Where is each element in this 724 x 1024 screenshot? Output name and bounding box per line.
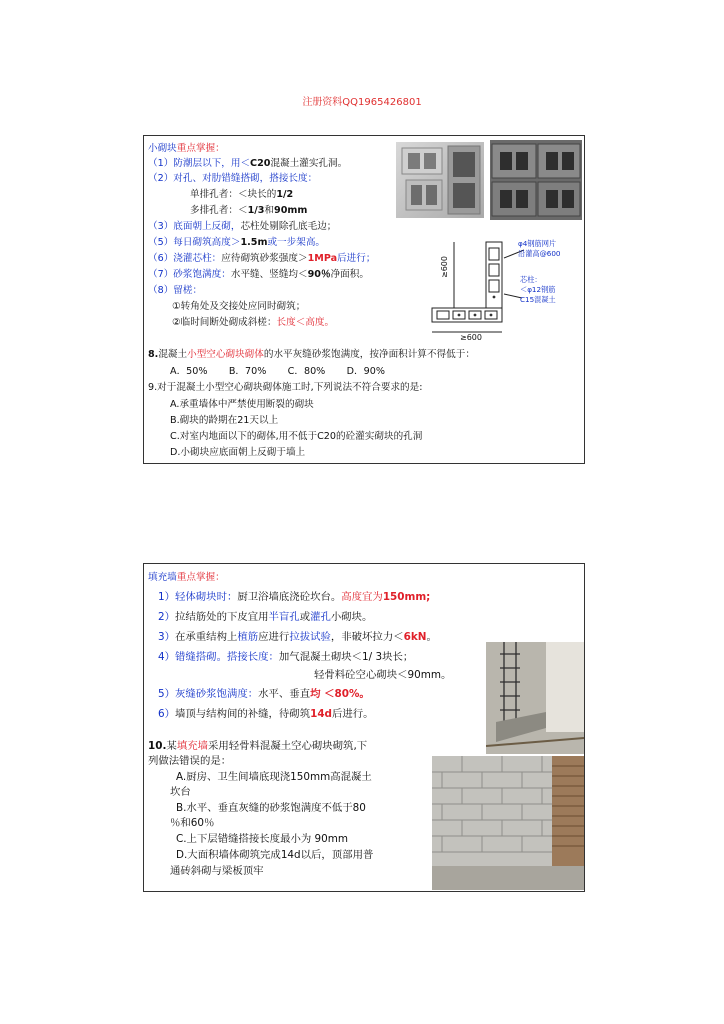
rule-text: 错缝搭砌。搭接长度： xyxy=(175,651,279,663)
question-8-options: A．50% B．70% C．80% D．90% xyxy=(170,366,385,377)
rule-value: C20 xyxy=(250,158,271,169)
horizontal-dimension-label: ≥600 xyxy=(460,333,482,342)
corner-core-column-diagram xyxy=(394,222,582,342)
rule-text: ，非破坏拉力＜ xyxy=(330,631,404,643)
rule-num: （6） xyxy=(148,253,174,264)
rule-2-single xyxy=(190,188,293,201)
rule-value: 6kN xyxy=(403,631,427,643)
rule-text: 多排孔者：＜ xyxy=(190,205,248,216)
block-wall-photo xyxy=(432,756,584,890)
vertical-dimension-label: ≥600 xyxy=(440,256,449,278)
rule-text: 应进行 xyxy=(258,631,290,643)
rule-value: 1MPa xyxy=(307,253,338,264)
rule-2-multi xyxy=(190,204,307,217)
rule-text: 水平、垂直 xyxy=(258,688,311,700)
wall-rule-5 xyxy=(158,688,370,701)
rule-text: 单排孔者：＜块长的 xyxy=(190,189,277,200)
rule-emphasis: 植筋 xyxy=(237,631,259,643)
rule-5 xyxy=(148,236,325,249)
wall-rule-1 xyxy=(158,591,430,604)
wall-rule-3 xyxy=(158,631,437,644)
question-9-option-d: D.小砌块应底面朝上反砌于墙上 xyxy=(170,447,306,458)
rule-7 xyxy=(148,268,369,281)
rule-text: 厨卫浴墙底浇砼坎台。 xyxy=(237,591,342,603)
rule-3 xyxy=(148,220,336,233)
rule-num: （5） xyxy=(148,237,174,248)
rule-8-temp xyxy=(172,316,334,329)
rule-8 xyxy=(148,284,202,297)
rule-num: （1） xyxy=(148,158,174,169)
question-9-option-c: C.对室内地面以下的砌体,用不低于C20的砼灌实砌块的孔洞 xyxy=(170,431,423,442)
question-8 xyxy=(148,348,475,361)
rule-value: 150mm; xyxy=(382,591,431,603)
rule-value: 1.5m xyxy=(240,237,268,248)
rule-num: （7） xyxy=(148,269,174,280)
rule-6 xyxy=(148,252,375,265)
rebar-formwork-photo xyxy=(486,642,584,754)
question-10-option-a-cont: 坎台 xyxy=(170,786,191,798)
question-num: 10. xyxy=(148,740,167,752)
rule-text: 留槎： xyxy=(173,285,203,296)
question-text: 的水平灰缝砂浆饱满度，按净面积计算不得低于： xyxy=(263,349,475,360)
rule-text: 轻体砌块时： xyxy=(175,591,238,603)
rule-num: （3） xyxy=(148,221,174,232)
rule-emphasis: 灌孔 xyxy=(310,611,331,623)
rule-value: 1/2 xyxy=(276,189,294,200)
rule-text: 砂浆饱满度： xyxy=(173,269,231,280)
rule-text: 每日砌筑高度＞ xyxy=(173,237,241,248)
rule-value: 90％ xyxy=(307,269,331,280)
rule-text: 。 xyxy=(426,631,437,643)
core-column-label: 芯柱： xyxy=(520,275,542,284)
question-9-option-a: A.承重墙体中严禁使用断裂的砌块 xyxy=(170,399,314,410)
slide1-title xyxy=(148,142,225,155)
wall-rule-4 xyxy=(158,651,413,664)
rule-1 xyxy=(148,157,347,170)
rule-text: 混凝土灌实孔洞。 xyxy=(270,158,348,169)
rule-text: 或 xyxy=(299,611,311,623)
rule-text: 加气混凝土砌块＜1/ 3块长； xyxy=(278,651,414,663)
rule-text: 在承重结构上 xyxy=(175,631,238,643)
question-10-cont: 列做法错误的是： xyxy=(148,755,232,767)
rule-value: 90mm xyxy=(274,205,308,216)
rule-num: （2） xyxy=(148,173,174,184)
slide-infill-wall xyxy=(143,563,585,892)
question-emphasis: 小型空心砌块砌体 xyxy=(187,349,264,360)
question-text: 采用轻骨料混凝土空心砌块砌筑,下 xyxy=(207,740,368,752)
question-9: 9.对于混凝土小型空心砌块砌体施工时,下列说法不符合要求的是: xyxy=(148,382,423,393)
rule-text: 后进行。 xyxy=(332,708,374,720)
title-emphasis: 重点掌握： xyxy=(176,572,225,583)
rule-text: 芯柱处剔除孔底毛边； xyxy=(240,221,337,232)
rule-num: （8） xyxy=(148,285,174,296)
wall-rule-6 xyxy=(158,708,374,721)
core-concrete-label: C15混凝土 xyxy=(520,295,556,304)
question-num: 8. xyxy=(148,349,159,360)
question-emphasis: 填充墙 xyxy=(176,740,208,752)
rule-text: 和 xyxy=(264,205,275,216)
rule-text: 浇灌芯柱： xyxy=(173,253,222,264)
rule-2 xyxy=(148,172,317,185)
rule-text: 或一步架高。 xyxy=(267,237,326,248)
slide-small-block xyxy=(143,135,585,464)
question-text: 某 xyxy=(166,740,177,752)
rule-emphasis: 拉拔试验 xyxy=(289,631,331,643)
page-header: 注册资料QQ1965426801 xyxy=(302,97,422,108)
rule-text: ②临时间断处砌成斜槎： xyxy=(172,317,277,328)
rule-text: 拉结筋处的下皮宜用 xyxy=(175,611,269,623)
rule-value: 14d xyxy=(310,708,332,720)
question-10 xyxy=(148,740,367,753)
rule-text: 防潮层以下，用＜ xyxy=(173,158,251,169)
question-10-option-d: D.大面积墙体砌筑完成14d以后，顶部用普 xyxy=(176,849,374,861)
question-text: 混凝土 xyxy=(158,349,188,360)
slide2-title xyxy=(148,571,225,584)
question-10-option-b: B.水平、垂直灰缝的砂浆饱满度不低于80 xyxy=(176,802,366,814)
rule-num: 5） xyxy=(158,688,176,700)
mesh-label: φ4钢筋网片 xyxy=(518,239,557,248)
rule-emphasis: 半盲孔 xyxy=(268,611,300,623)
question-10-option-c: C.上下层错缝搭接长度最小为 90mm xyxy=(176,833,349,845)
hollow-block-photo xyxy=(396,142,484,218)
question-10-option-d-cont: 通砖斜砌与梁板顶牢 xyxy=(170,865,264,877)
rule-text: 净面积。 xyxy=(330,269,369,280)
rule-text: 水平缝、竖缝均＜ xyxy=(230,269,308,280)
rule-value: 长度＜高度。 xyxy=(276,317,335,328)
mesh-spacing-label: 沿灌高@600 xyxy=(518,249,561,258)
question-10-option-a: A.厨房、卫生间墙底现浇150mm高混凝土 xyxy=(176,771,372,783)
rule-text: 应待砌筑砂浆强度＞ xyxy=(221,253,308,264)
core-rebar-label: ＜φ12钢筋 xyxy=(520,285,556,294)
block-stack-photo xyxy=(490,140,582,220)
rule-text: 对孔、对肋错缝搭砌，搭接长度： xyxy=(173,173,318,184)
title-topic: 填充墙 xyxy=(148,572,177,583)
rule-8-corner: ①转角处及交接处应同时砌筑； xyxy=(172,301,306,312)
wall-rule-2 xyxy=(158,611,372,624)
rule-text: 灰缝砂浆饱满度： xyxy=(175,688,259,700)
rule-num: 2） xyxy=(158,611,176,623)
rule-text: 墙顶与结构间的补缝，待砌筑 xyxy=(175,708,311,720)
title-topic: 小砌块 xyxy=(148,143,177,154)
rule-emphasis: 高度宜为 xyxy=(341,591,383,603)
rule-text: 后进行； xyxy=(337,253,376,264)
rule-num: 3） xyxy=(158,631,176,643)
rule-num: 1） xyxy=(158,591,176,603)
rule-num: 4） xyxy=(158,651,176,663)
wall-rule-4-light: 轻骨料砼空心砌块＜90mm。 xyxy=(314,669,452,681)
rule-value: 1/3 xyxy=(247,205,265,216)
rule-text: 小砌块。 xyxy=(330,611,373,623)
question-10-option-b-cont: ％和60％ xyxy=(170,817,215,829)
rule-num: 6） xyxy=(158,708,176,720)
rule-text: 底面朝上反砌， xyxy=(173,221,241,232)
question-9-option-b: B.砌块的龄期在21天以上 xyxy=(170,415,279,426)
title-emphasis: 重点掌握： xyxy=(176,143,225,154)
rule-value: 均 ＜80%。 xyxy=(310,688,370,700)
